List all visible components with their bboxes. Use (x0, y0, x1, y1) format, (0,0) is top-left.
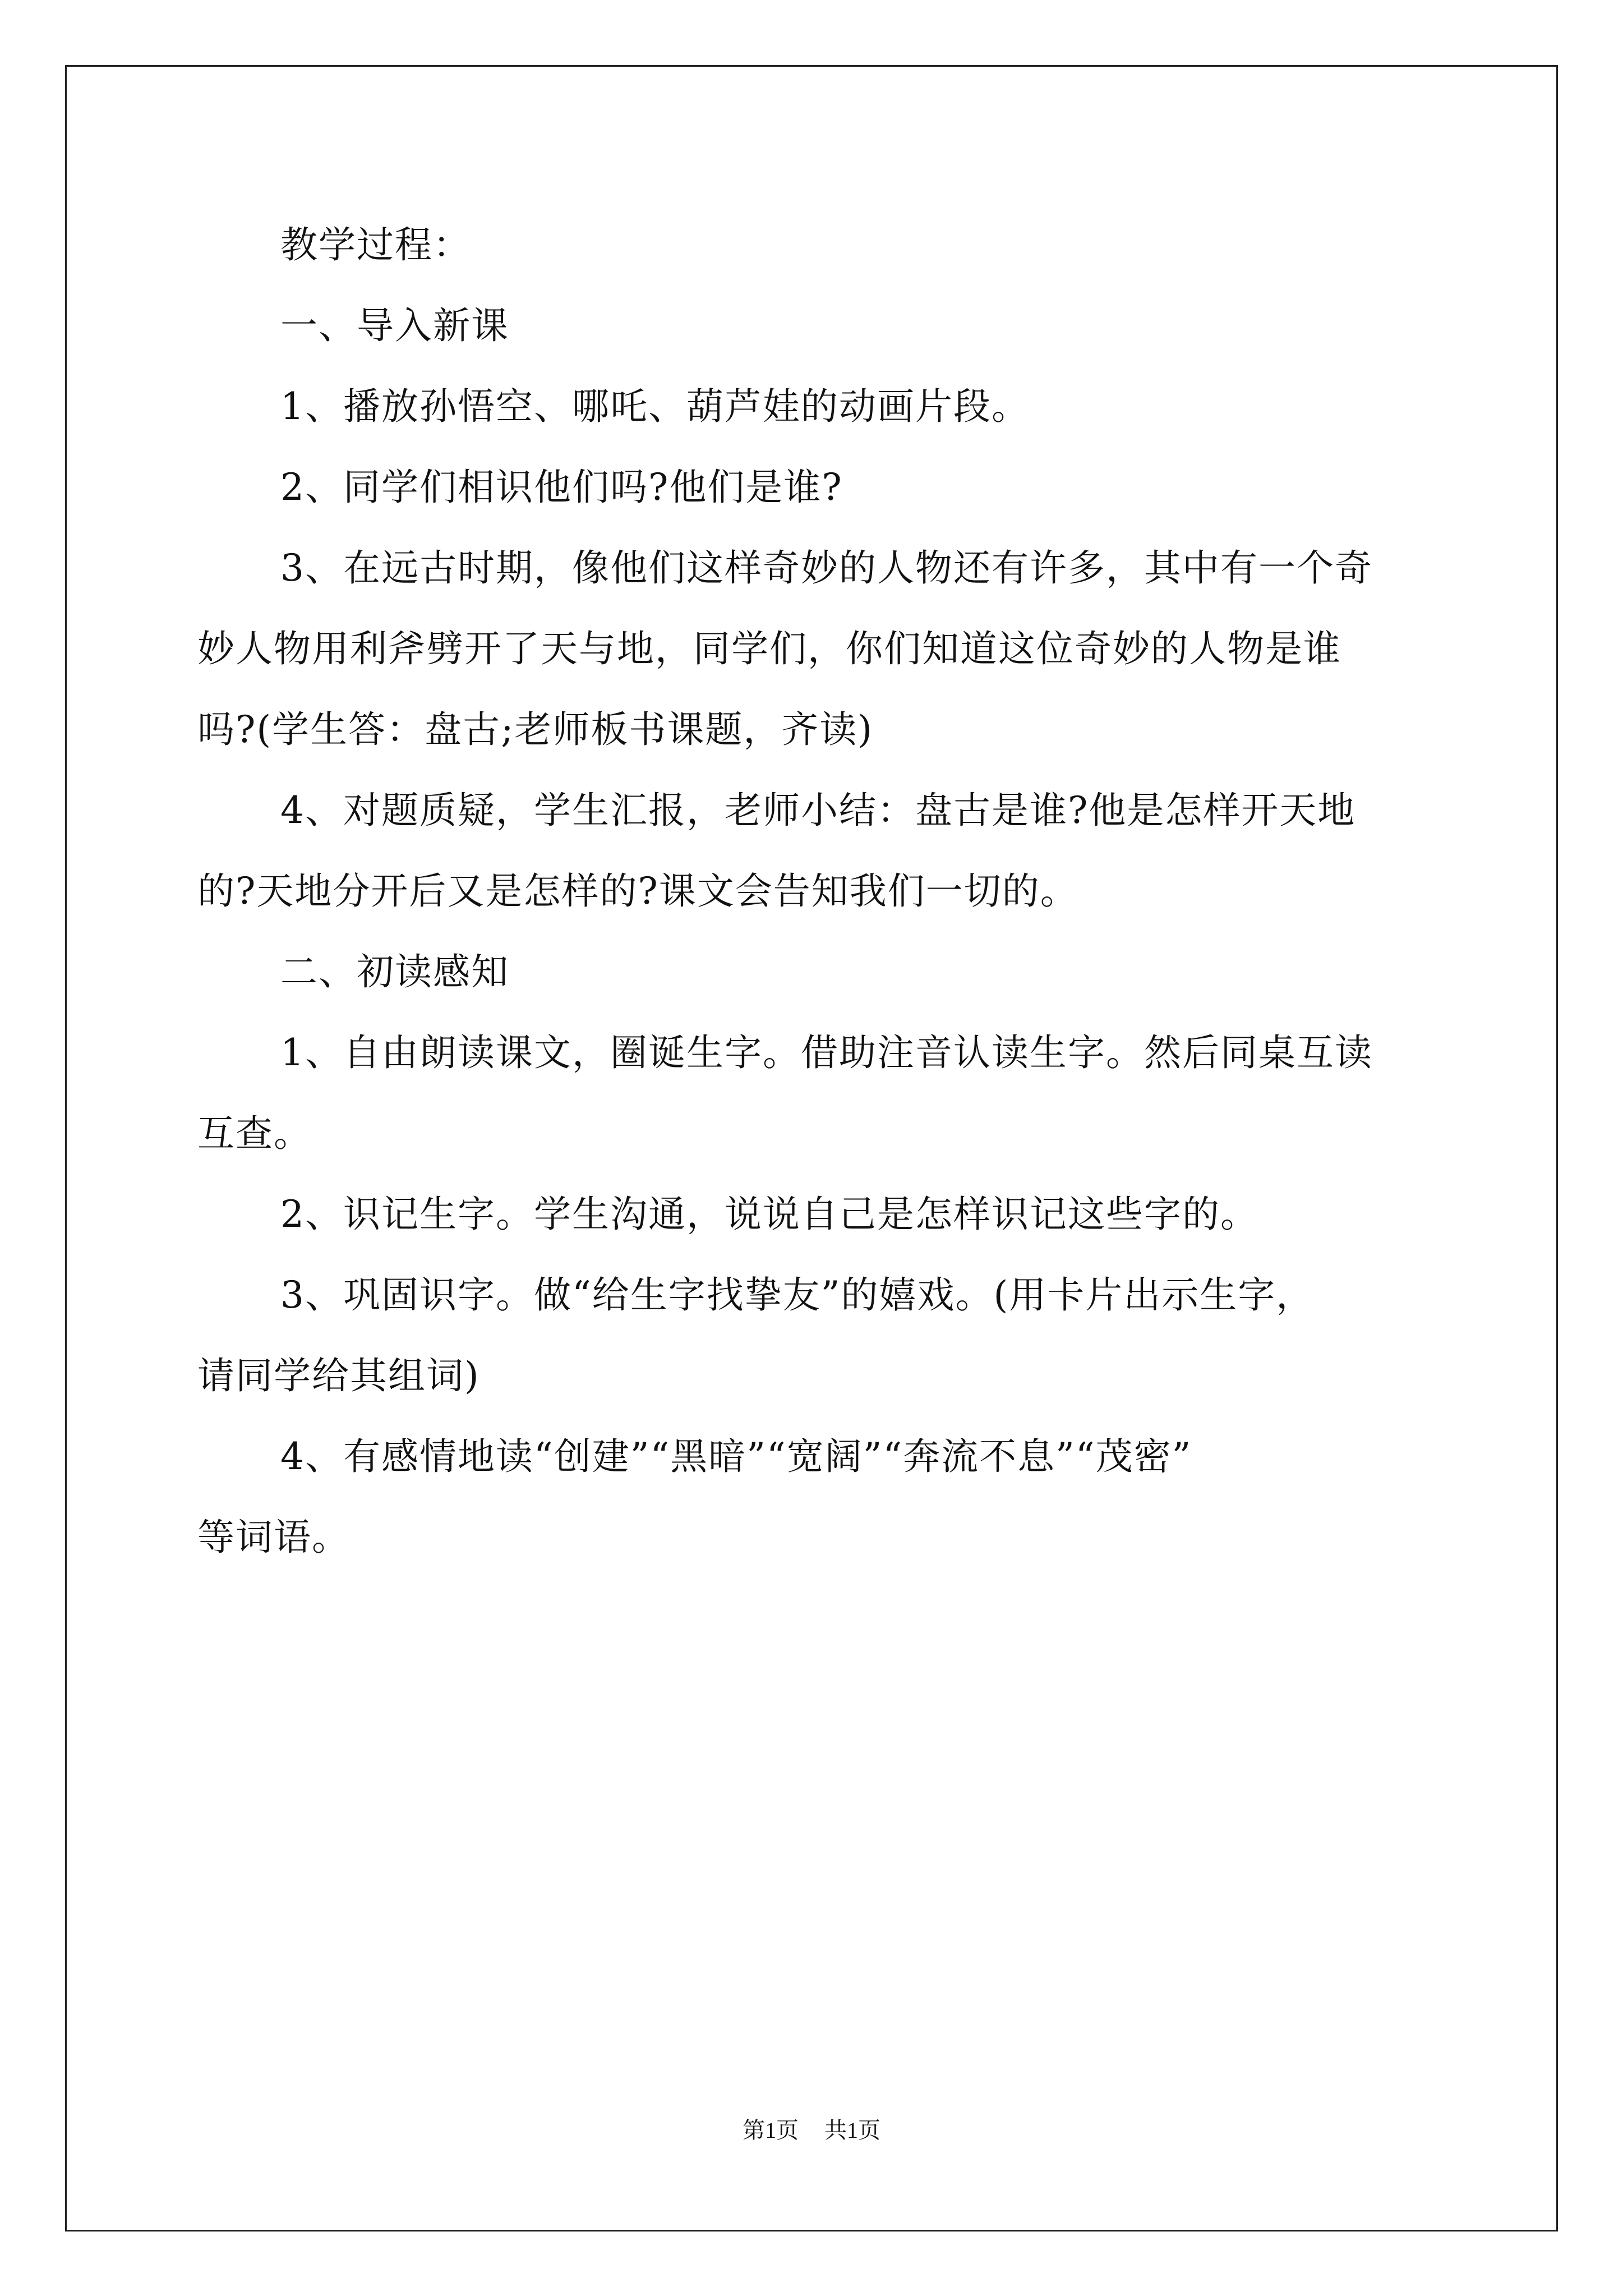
paragraph-line: 4、有感情地读“创建”“黑暗”“宽阔”“奔流不息”“茂密” (280, 1435, 1192, 1478)
paragraph-line: 1、播放孙悟空、哪吒、葫芦娃的动画片段。 (280, 385, 1030, 428)
page-number-current: 第1页 (743, 2118, 799, 2143)
paragraph-line: 等词语。 (197, 1516, 350, 1559)
paragraph-line: 妙人物用利斧劈开了天与地，同学们，你们知道这位奇妙的人物是谁 (197, 627, 1341, 670)
paragraph-line: 2、同学们相识他们吗?他们是谁? (280, 466, 843, 509)
paragraph-line: 的?天地分开后又是怎样的?课文会告知我们一切的。 (197, 869, 1078, 913)
paragraph-line: 请同学给其组词) (197, 1354, 480, 1397)
paragraph-line: 2、识记生字。学生沟通，说说自己是怎样识记这些字的。 (280, 1193, 1258, 1236)
section-heading-intro: 一、导入新课 (280, 304, 509, 347)
document-body (197, 205, 1431, 1578)
paragraph-line: 1、自由朗读课文，圈诞生字。借助注音认读生字。然后同桌互读 (280, 1031, 1373, 1074)
paragraph-line: 互查。 (197, 1112, 312, 1155)
section-heading-first-reading: 二、初读感知 (280, 950, 509, 993)
page-number-total: 共1页 (824, 2118, 880, 2143)
paragraph-line: 3、在远古时期，像他们这样奇妙的人物还有许多，其中有一个奇 (280, 546, 1373, 590)
section-heading-process: 教学过程： (280, 223, 471, 266)
page-footer (0, 2115, 1623, 2146)
paragraph-line: 吗?(学生答：盘古;老师板书课题，齐读) (197, 708, 874, 751)
paragraph-line: 3、巩固识字。做“给生字找挚友”的嬉戏。(用卡片出示生字， (280, 1273, 1315, 1317)
paragraph-line: 4、对题质疑，学生汇报，老师小结：盘古是谁?他是怎样开天地 (280, 789, 1356, 832)
